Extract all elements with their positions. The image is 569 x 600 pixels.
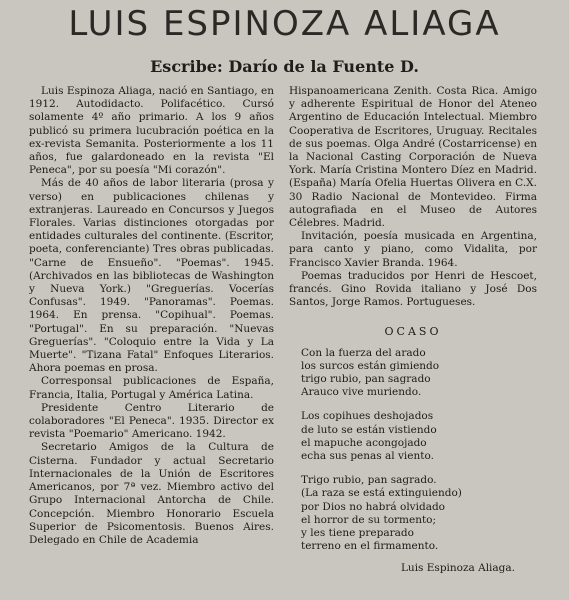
poem: [289, 347, 537, 575]
poem-line: trigo rubio, pan sagrado: [301, 373, 431, 386]
poem-line: terreno en el firmamento.: [301, 540, 439, 553]
poem-line: por Dios no habrá olvidado: [301, 500, 446, 513]
left-column: [29, 85, 274, 547]
poem-stanza: [301, 474, 537, 553]
poem-signature: Luis Espinoza Aliaga.: [400, 561, 515, 574]
paragraph: Presidente Centro Literario de colaboradores "El Peneca". 1935. Director ex revista "Poemario" Americano. 1942.: [29, 401, 274, 441]
poem-stanza: [301, 410, 537, 463]
article-title: LUIS ESPINOZA ALIAGA: [68, 4, 501, 44]
paragraph: Luis Espinoza Aliaga, nació en Santiago, en 1912. Autodidacto. Polifacético. Cursó solamente 4º año primario. A los 9 años publicó su primera lucubración poética en la ex-revista Semanita. Posteriormente a los 11 años, fue galardoneado en la revista "El Peneca", por su poesía "Mi corazón".: [29, 85, 274, 177]
poem-line: Con la fuerza del arado: [301, 346, 426, 359]
poem-title: OCASO: [384, 325, 442, 339]
article-byline: Escribe: Darío de la Fuente D.: [150, 57, 419, 76]
paragraph: Corresponsal publicaciones de España, Francia, Italia, Portugal y América Latina.: [29, 375, 274, 401]
right-column: [289, 85, 537, 575]
poem-line: Los copihues deshojados: [301, 410, 434, 423]
poem-line: (La raza se está extinguiendo): [301, 487, 462, 500]
poem-line: y les tiene preparado: [301, 527, 414, 540]
poem-line: el horror de su tormento;: [301, 513, 437, 526]
paragraph: Secretario Amigos de la Cultura de Cisterna. Fundador y actual Secretario Internacionales de la Unión de Escritores Americanos, por 7ª vez. Miembro activo del Grupo Internacional Antorcha de Chile. Concepción. Miembro Honorario Escuela Superior de Psicomentosis. Buenos Aires. Delegado en Chile de Academia: [29, 441, 274, 546]
poem-line: el mapuche acongojado: [301, 436, 427, 449]
poem-stanza: [301, 347, 537, 400]
poem-line: Arauco vive muriendo.: [301, 386, 422, 399]
paragraph: Hispanoamericana Zenith. Costa Rica. Amigo y adherente Espiritual de Honor del Ateneo Argentino de Educación Intelectual. Miembro Cooperativa de Escritores, Uruguay. Recitales de sus poemas. Olga André (Costarricense) en la Nacional Casting Corporación de Nueva York. María Cristina Montero Díez en Madrid. (España) María Ofelia Huertas Olivera en C.X. 30 Radio Nacional de Montevideo. Firma autografiada en el Museo de Autores Célebres. Madrid.: [289, 85, 537, 230]
paragraph: Poemas traducidos por Henri de Hescoet, francés. Gino Rovida italiano y José Dos Santos, Jorge Ramos. Portugueses.: [289, 269, 537, 309]
poem-line: los surcos están gimiendo: [301, 359, 440, 372]
paragraph: Más de 40 años de labor literaria (prosa y verso) en publicaciones chilenas y extranjeras. Laureado en Concursos y Juegos Florales. Varias distinciones otorgadas por entidades culturales del continente. (Escritor, poeta, conferenciante) Tres obras publicadas. "Carne de Ensueño". "Poemas". 1945. (Archivados en las bibliotecas de Washington y Nueva York.) "Greguerías. Vocerías Confusas". 1949. "Panoramas". Poemas. 1964. En prensa. "Copihual". Poemas. "Portugal". En su preparación. "Nuevas Greguerías". "Coloquio entre la Vida y La Muerte". "Tizana Fatal" Enfoques Literarios. Ahora poemas en prosa.: [29, 177, 274, 375]
poem-line: Trigo rubio, pan sagrado.: [301, 474, 437, 487]
poem-line: de luto se están vistiendo: [301, 423, 437, 436]
poem-line: echa sus penas al viento.: [301, 450, 434, 463]
paragraph: Invitación, poesía musicada en Argentina, para canto y piano, como Vidalita, por Francisco Xavier Branda. 1964.: [289, 230, 537, 269]
